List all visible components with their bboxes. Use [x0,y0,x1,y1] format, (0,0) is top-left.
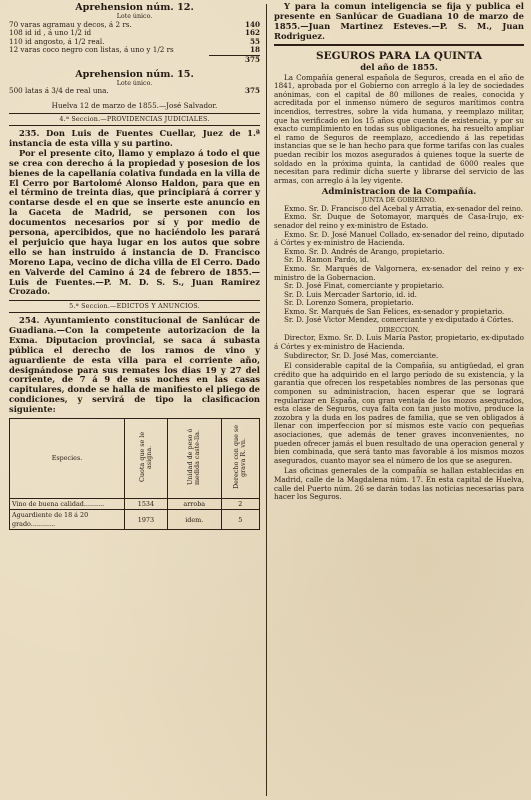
aprehension-12-total: 375 [209,55,260,65]
table-header: Cuota que se le asigna. [125,419,168,499]
table-row: Aguardiente de 18 á 20 grado............ 1973 idem. 5 [10,510,260,530]
row-value: 55 [249,36,260,46]
row-text: 12 varas coco negro con listas, á uno y 1/2 rs [9,45,174,55]
date-signature-line: Huelva 12 de marzo de 1855.—José Salvador. [51,100,218,110]
edict-235-lead: 235. Don Luis de Fuentes Cuellar, Juez de 1.ª instancia de esta villa y su partino. [9,127,260,148]
section-header-judicial: 4.ª Seccion.—PROVIDENCIAS JUDICIALES. [9,113,260,126]
aprehension-15-title: Aprehension núm. 15. [75,68,194,80]
row-value: 375 [244,86,260,96]
list-item: Sr. D. Ramon Pardo, id. [284,255,370,265]
row-value: 162 [244,28,260,38]
row-text: 500 latas á 3/4 de real una. [9,86,109,96]
list-item: Sr. D. José Finat, comerciante y propietario. [284,281,445,291]
row-text: 108 id id , á uno 1/2 id [9,28,92,38]
list-item: Exmo. Sr. D. Francisco del Acebal y Arratia, ex-senador del reino. [284,203,523,213]
list-item: Exmo. Sr. Duque de Sotomayor, marqués de Casa-Irujo, ex-senador del reino y ex-ministro de Estado. [274,212,524,230]
junta-title: JUNTA DE GOBIERNO. [361,197,437,205]
offices-paragraph: Las oficinas generales de la compañía se hallan establecidas en Madrid, calle de la Magdalena núm. 17. En esta capital de Huelva, calle del Puerto núm. 26 se darán todas las noticias necesarias para hacer los Seguros. [274,466,524,502]
row-text: 70 varas agramau y decos, á 2 rs. [9,19,132,29]
table-row: Vino de buena calidad.......... 1534 arroba 2 [10,498,260,510]
row-text: 110 id angosto, á 1/2 real. [9,36,105,46]
list-item: Exmo. Sr. D. Andrés de Arango, propietario. [284,246,445,256]
aprehension-12-title: Aprehension núm. 12. [75,2,194,13]
list-item: Sr. D. José Victor Mendez, comerciante y ex-diputado á Córtes. [284,315,514,325]
edict-235-body: Por el presente cito, llamo y emplazo á todo el que se crea con derecho á la propiedad y posesion de los bienes de la capellanía colativa fundada en la villa de El Cerro por Bartolomé Alonso Haldon, para que en el término de treinta dias, que principiará á correr y contarse desde el en que se inserte este anuncio en la Gaceta de Madrid, se personen con los documentos necesarios por sí y por medio de persona, apercibidos, que no haciéndolo les parará el perjuicio que haya lugar en los autos que sobre ello se han instruido á instancia de D. Francisco Moreno Lapa, vecino de dicha villa de El Cerro. Dado en Valverde del Camino á 24 de febrero de 1855.—Luis de Fuentes.—P. M. D. S. S., Juan Ramirez Crozado. [9,147,260,297]
list-item: Sr. D. Luis Mercader Sartorio, id. id. [284,289,417,299]
column-divider [266,4,267,796]
list-item: Exmo. Sr. Marqués de Valgornera, ex-senador del reino y ex-ministro de la Gobernacion. [274,263,524,282]
junta-list [274,205,524,325]
seguros-title: SEGUROS PARA LA QUINTA [315,49,482,62]
divider [274,44,524,46]
list-item: Sr. D. Lorenzo Somera, propietario. [284,298,414,308]
list-item: Director, Exmo. Sr. D. Luis María Pastor, propietario, ex-diputado á Córtes y ex-ministro de Hacienda. [274,333,524,352]
aprehension-15-subtitle: Lote único. [116,79,153,87]
list-item: Subdirector, Sr. D. José Mas, comerciante. [284,350,439,360]
admin-title: Administracion de la Compañía. [321,187,477,198]
section-header-edictos: 5.ª Seccion.—EDICTOS Y ANUNCIOS. [9,300,260,313]
classification-table [9,418,260,530]
list-item: Exmo. Sr. Marqués de San Felices, ex-senador y propietario. [284,306,505,316]
right-column [274,2,524,502]
table-header: Especies. [10,419,125,499]
table-header: Unidad de peso ó medida caste-lla. [167,419,221,499]
sanlucar-closing-text: Y para la comun inteligencia se fija y publica el presente en Sanlúcar de Guadiana 10 de marzo de 1855.—Juan Martinez Esteves.—P. S. M., Juan Rodriguez. [274,1,524,41]
left-column [9,2,260,530]
aprehension-row [9,46,260,55]
edict-254-body: 254. Ayuntamiento constitucional de Sanlúcar de Guadiana.—Con la competente autorizacion de la Exma. Diputacion provincial, se saca á subasta pública el derecho de los ramos de vino y aguardiente de esta villa para el corriente año, designándose para sus remates los dias 19 y 27 del corriente, de 7 á 9 de sus noches en las casas capitulares, donde se halla de manifiesto el pliego de condiciones, y servirá de tipo la clasificacion siguiente: [9,314,260,415]
capital-paragraph: El considerable capital de la Compañía, su antigüedad, el gran crédito que ha adquirido en el largo período de su existencia, y la garantía que ofrecen los respetables nombres de las personas que componen su administracion, hacen esperar que se logrará regularizar en España, con gran ventaja de los mozos asegurados, esta clase de Seguros, cuya falta con tan justo motivo, produce la zozobra y la duda en los padres de familia, que se ven obligados á llenar con imperfeccion por sí mismos este vacío con pequeñas asociaciones, que además de tener graves inconvenientes, no pueden ofrecer jamás el buen resultado de una operacion general y bien combinada, que será tanto mas favorable á los mismos mozos asegurados, cuanto mayor sea el número de los que se aseguren. [274,361,524,465]
aprehension-row [9,87,260,96]
list-item: Exmo. Sr. D. José Manuel Collado, ex-senador del reino, diputado á Córtes y ex-ministro de Hacienda. [274,229,524,248]
seguros-body: La Compañía general española de Seguros, creada en el año de 1841, aprobada por el Gobierno con arreglo á la ley de sociedades anónimas, con el capital de 80 millones de reales, conocida y acreditada por el inmenso número de seguros marítimos contra incendios, terrestres, sobre la vida humana, y reemplazo militar, que ha verificado en los 15 años que cuenta de existencia, y por su exacto cumplimiento en todas sus obligaciones, ha resuelto ampliar el ramo de Seguros de reemplazo, accediendo á las repetidas instancias que se le han hecho para que forme tarifas con las cuales puedan recibir los mozos asegurados á quienes toque la suerte de soldado en la próxima quinta, la cantidad de 6000 reales que necesitan para redimir dicha suerte y librarse del servicio de las armas, con arreglo á la ley vigente. [274,72,524,185]
table-header: Derecho con que se grava R. vn. [221,419,259,499]
row-value: 18 [249,45,260,55]
row-value: 140 [244,19,260,29]
seguros-subtitle: del año de 1855. [360,61,438,72]
direccion-title: DIRECCION. [378,327,420,335]
aprehension-12-subtitle: Lote único. [116,13,153,21]
